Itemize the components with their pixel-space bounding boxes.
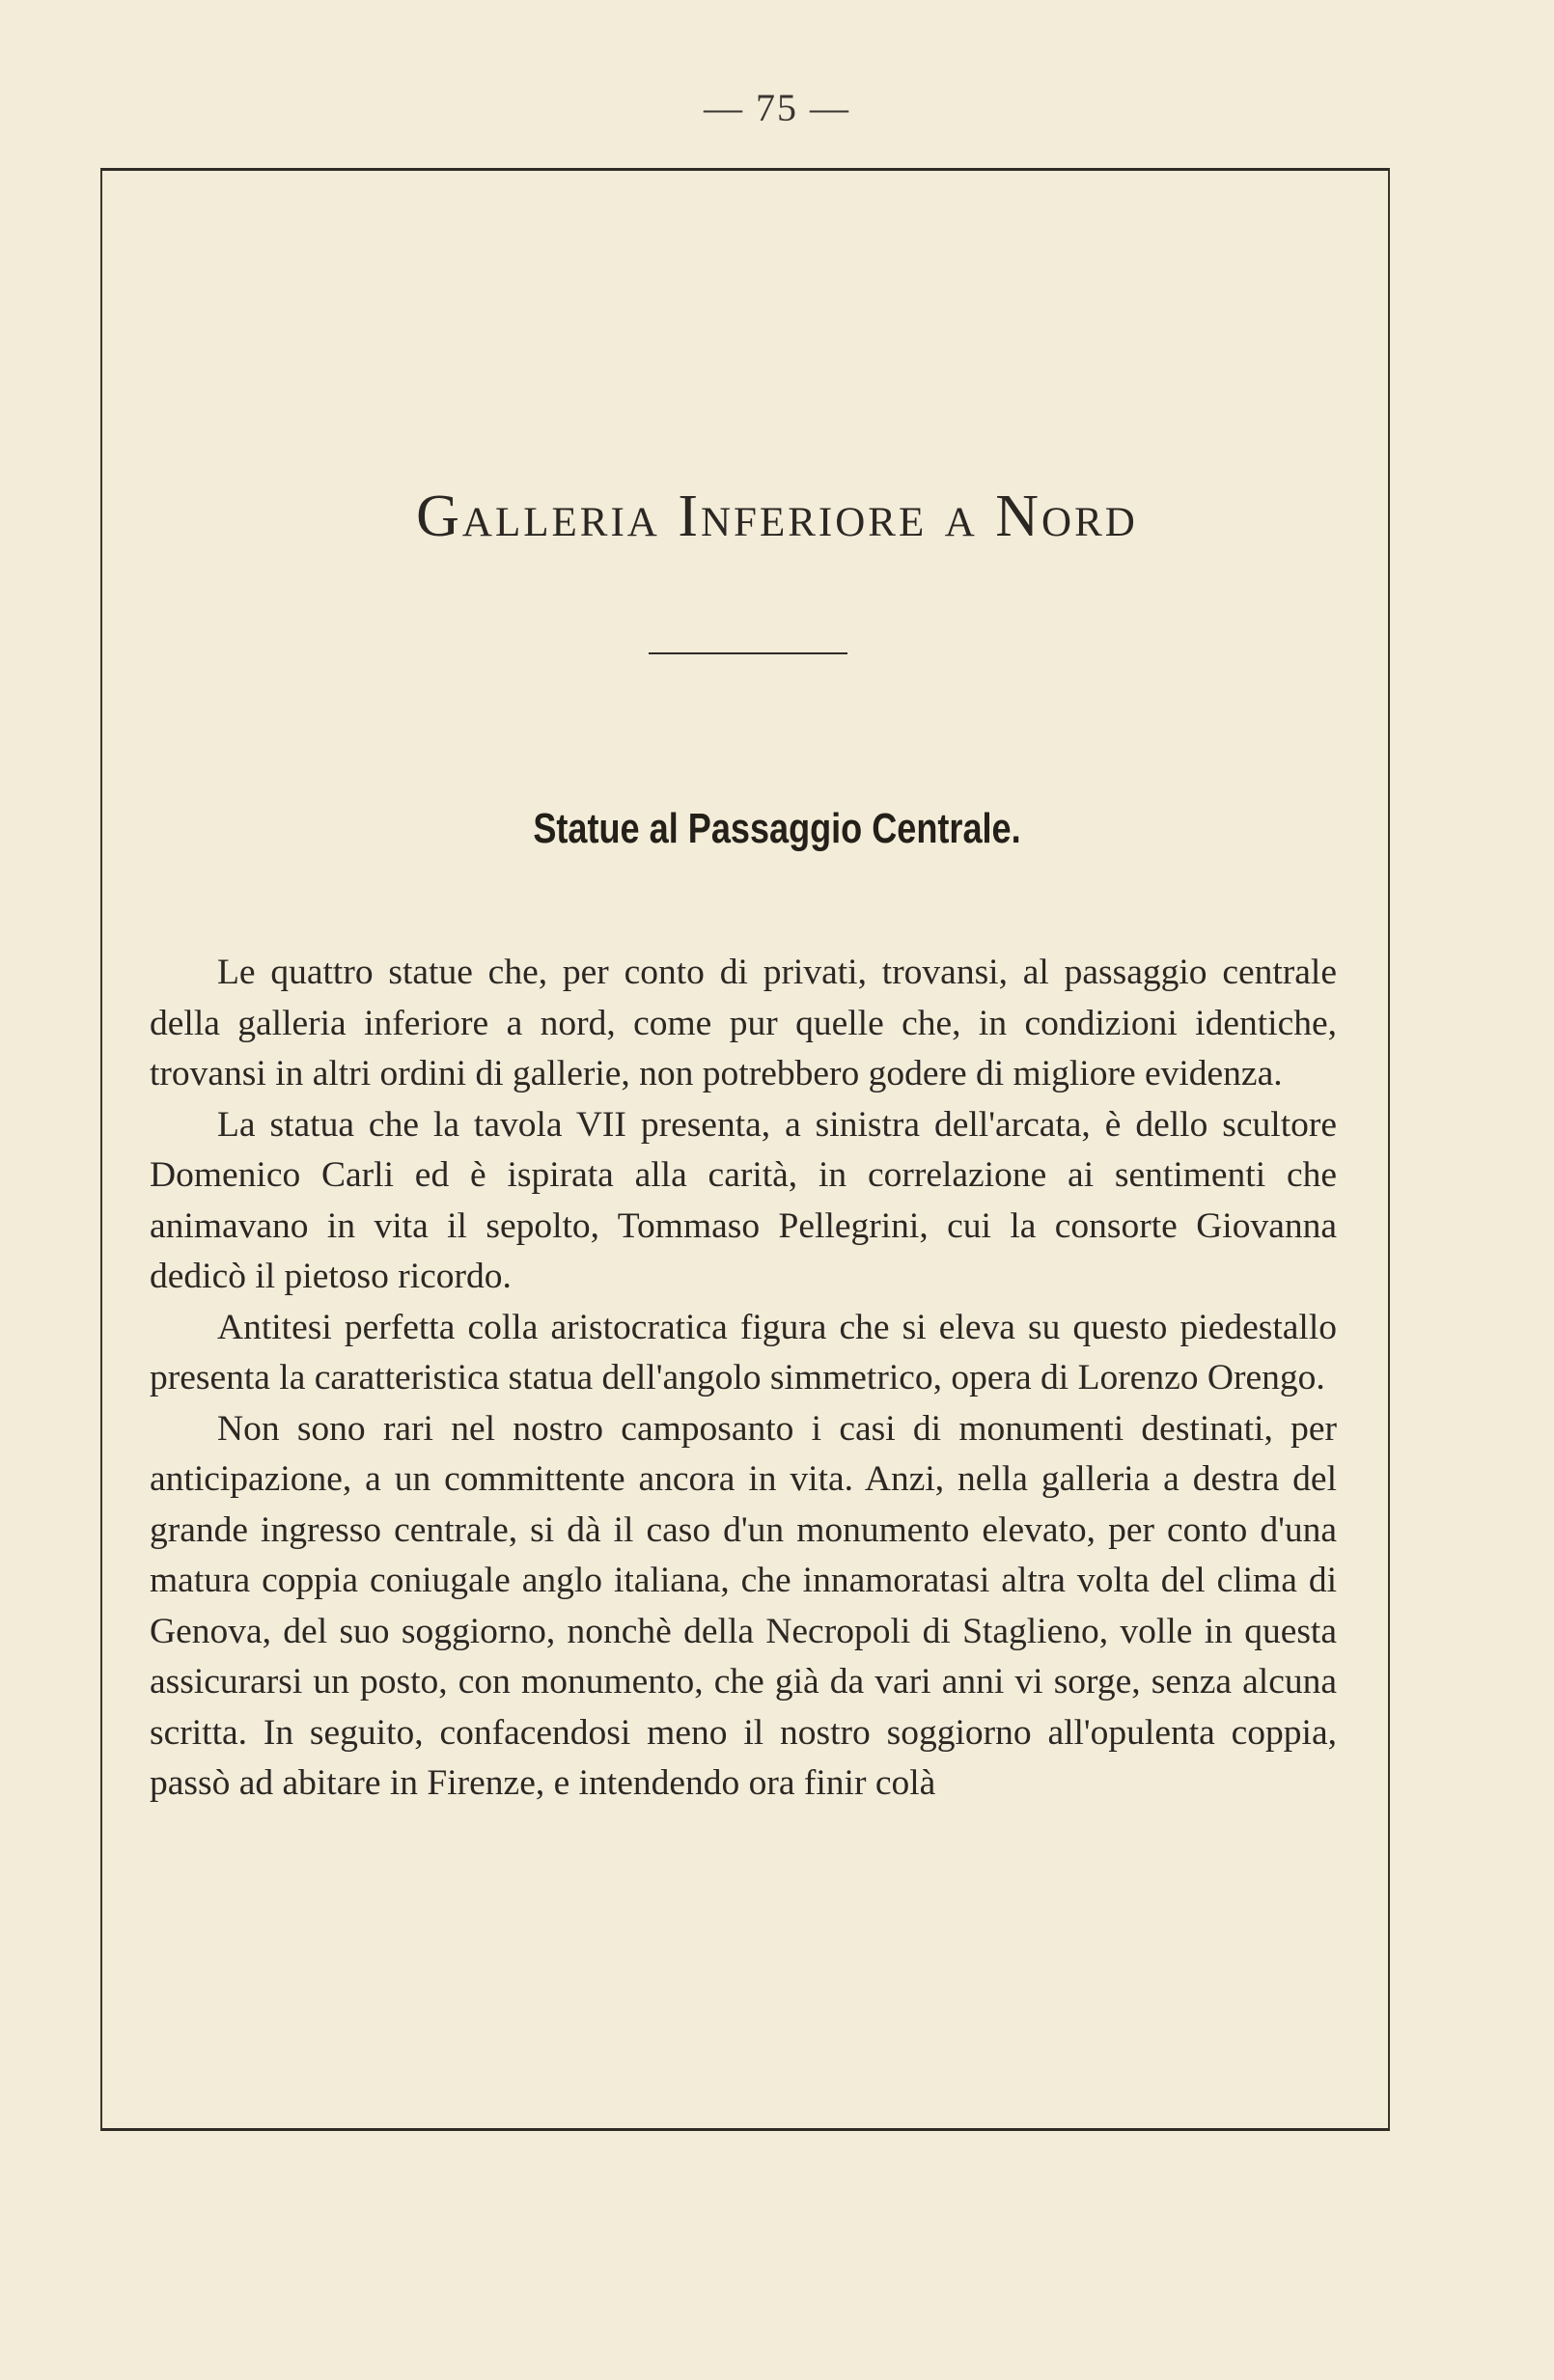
section-subtitle: Statue al Passaggio Centrale. — [533, 805, 1021, 852]
body-text — [150, 948, 1337, 1810]
paragraph: La statua che la tavola VII presenta, a sinistra dell'arcata, è dello scultore Domenico Carli ed è ispirata alla carità, in correlazione ai sentimenti che animavano in vita il sepolto, Tommaso Pellegrini, cui la consorte Giovanna dedicò il pietoso ricordo. — [150, 1104, 1337, 1296]
paragraph: Non sono rari nel nostro camposanto i casi di monumenti destinati, per anticipazione, a un committente ancora in vita. Anzi, nella galleria a destra del grande ingresso centrale, si dà il caso d'un monumento elevato, per conto d'una matura coppia coniugale anglo italiana, che innamoratasi altra volta del clima di Genova, del suo soggiorno, nonchè della Necropoli di Staglieno, volle in questa assicurarsi un posto, con monumento, che già da vari anni vi sorge, senza alcuna scritta. In seguito, confacendosi meno il nostro soggiorno all'opulenta coppia, passò ad abitare in Firenze, e intendendo ora finir colà — [150, 1408, 1337, 1803]
paragraph: Antitesi perfetta colla aristocratica figura che si eleva su questo piedestallo presenta la caratteristica statua dell'angolo simmetrico, opera di Lorenzo Orengo. — [150, 1307, 1337, 1398]
paragraph: Le quattro statue che, per conto di privati, trovansi, al passaggio centrale della galleria inferiore a nord, come pur quelle che, in condizioni identiche, trovansi in altri ordini di gallerie, non potrebbero godere di migliore evidenza. — [150, 953, 1337, 1093]
title-divider — [649, 652, 847, 654]
section-title: Galleria Inferiore a Nord — [416, 484, 1138, 549]
page-number: — 75 — — [704, 86, 850, 129]
